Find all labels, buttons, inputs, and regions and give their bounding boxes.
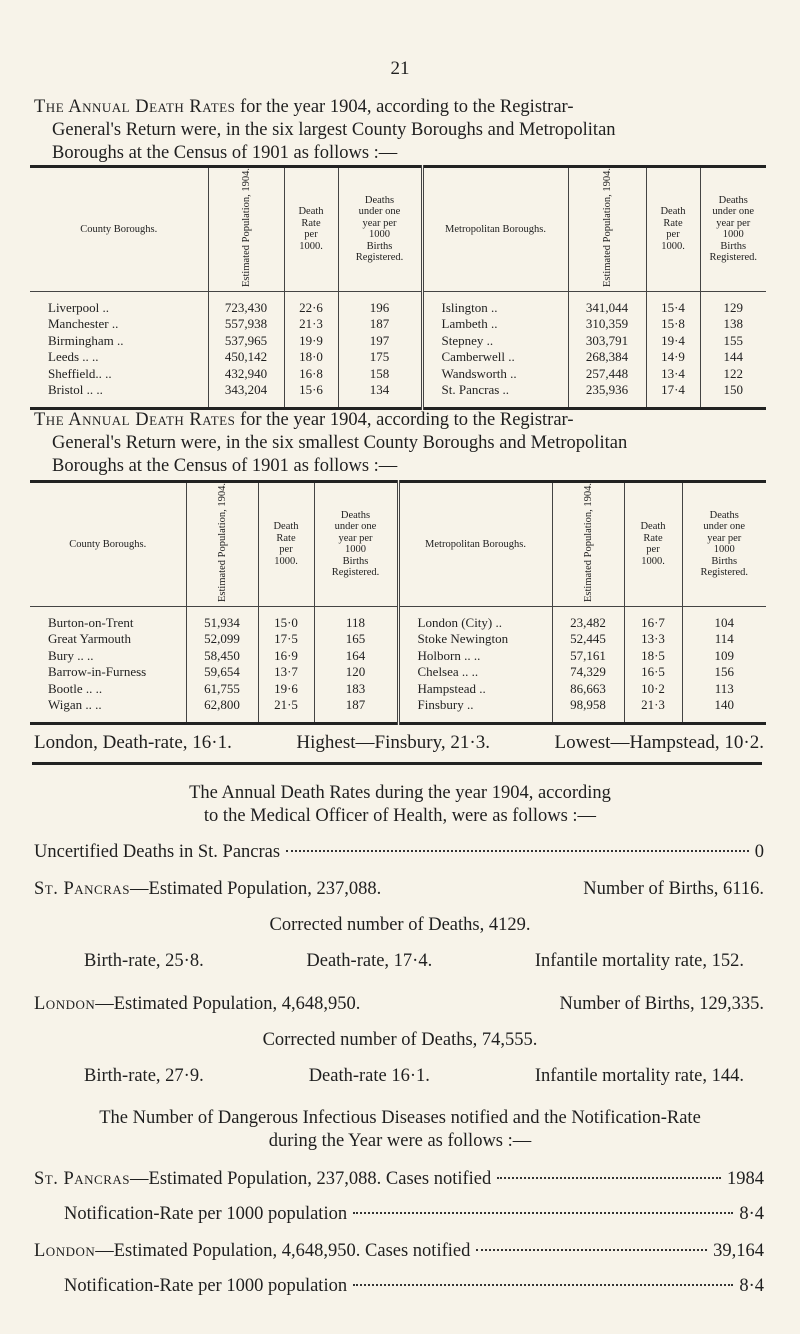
ld-rate-row (64, 1275, 764, 1298)
county-rate: 16·9 (258, 648, 314, 665)
ld-text: —Estimated Population, 4,648,950. Cases notified (95, 1241, 471, 1261)
ld-rate: 8·4 (739, 1276, 764, 1296)
county-rate: 22·6 (284, 300, 338, 317)
sp-cases: 1984 (727, 1169, 764, 1189)
table-largest-body (30, 291, 766, 408)
metro-pop: 257,448 (568, 366, 646, 383)
metro-pop: 341,044 (568, 300, 646, 317)
summary-rule (32, 762, 762, 765)
metro-rate: 10·2 (624, 681, 682, 698)
london-birth-rate: Birth-rate, 27·9. (84, 1066, 204, 1086)
sp-text: —Estimated Population, 237,088. Cases notified (130, 1169, 492, 1189)
county-infant: 187 (338, 316, 422, 333)
metro-infant: 104 (682, 615, 766, 632)
sp-rate-label: Notification-Rate per 1000 population (64, 1204, 348, 1224)
metro-pop: 268,384 (568, 349, 646, 366)
st-pancras-infantile: Infantile mortality rate, 152. (534, 951, 744, 971)
intro-largest-line3: Boroughs at the Census of 1901 as follows :— (52, 143, 398, 163)
metro-pop: 74,329 (552, 664, 624, 681)
intro-largest-line2: General's Return were, in the six largest County Boroughs and Metropolitan (52, 120, 616, 140)
county-infant: 158 (338, 366, 422, 383)
table-row (30, 648, 766, 665)
county-infant: 187 (314, 697, 398, 714)
county-pop: 450,142 (208, 349, 284, 366)
table-row (30, 366, 766, 383)
metro-infant: 122 (700, 366, 766, 383)
table-row (30, 316, 766, 333)
metro-name: Hampstead .. (398, 681, 552, 698)
metro-infant: 155 (700, 333, 766, 350)
uncertified-value: 0 (754, 842, 764, 862)
county-name: Birmingham .. (48, 332, 124, 348)
county-name: Liverpool .. (48, 299, 110, 315)
county-name: Bury .. .. (48, 647, 94, 663)
county-name: Burton-on-Trent (48, 614, 134, 630)
intro-smallest-line1: for the year 1904, according to the Registrar- (235, 410, 574, 430)
st-pancras-deaths: Corrected number of Deaths, 4129. (269, 915, 531, 935)
london-rates (84, 1065, 744, 1088)
header-pop: Estimated Population, 1904. (568, 167, 646, 292)
london-highest: Highest—Finsbury, 21·3. (296, 732, 490, 753)
metro-pop: 86,663 (552, 681, 624, 698)
table-row (30, 349, 766, 366)
sp-label: St. Pancras (34, 1169, 131, 1189)
leader-dots (476, 1249, 707, 1251)
leader-dots (497, 1177, 721, 1179)
metro-rate: 15·8 (646, 316, 700, 333)
leader-dots (353, 1212, 733, 1214)
header-county: County Boroughs. (30, 482, 186, 607)
header-pop: Estimated Population, 1904. (208, 167, 284, 292)
london-death-rate: London, Death-rate, 16·1. (34, 732, 232, 753)
metro-name: London (City) .. (398, 615, 552, 632)
london-births: Number of Births, 129,335. (559, 994, 764, 1014)
county-name: Great Yarmouth (48, 631, 132, 646)
leader-dots (286, 850, 749, 852)
header-pop: Estimated Population, 1904. (552, 482, 624, 607)
header-county: County Boroughs. (30, 167, 208, 292)
county-pop: 61,755 (186, 681, 258, 698)
sp-cases-row (34, 1168, 764, 1191)
county-pop: 343,204 (208, 382, 284, 399)
ld-rate-label: Notification-Rate per 1000 population (64, 1276, 348, 1296)
table-row (30, 664, 766, 681)
metro-name: Chelsea .. .. (398, 664, 552, 681)
intro-largest-lead: The Annual Death Rates (34, 97, 236, 117)
london-summary (34, 731, 764, 754)
county-rate: 15·0 (258, 615, 314, 632)
county-name: Bootle .. .. (48, 680, 103, 696)
header-infant: Deaths under one year per 1000 Births Registered. (314, 482, 398, 607)
header-rate: Death Rate per 1000. (258, 482, 314, 607)
header-metro: Metropolitan Boroughs. (422, 167, 568, 292)
london-pop: —Estimated Population, 4,648,950. (95, 994, 361, 1014)
metro-name: Islington .. (422, 300, 568, 317)
metro-rate: 16·7 (624, 615, 682, 632)
county-infant: 118 (314, 615, 398, 632)
intro-smallest-line2: General's Return were, in the six smallest County Boroughs and Metropolitan (52, 433, 628, 453)
infectious-line2: during the Year were as follows :— (268, 1131, 532, 1151)
metro-name: Wandsworth .. (422, 366, 568, 383)
table-row (30, 681, 766, 698)
table-smallest-body (30, 606, 766, 723)
moh-line2: to the Medical Officer of Health, were as follows :— (203, 806, 597, 826)
metro-rate: 15·4 (646, 300, 700, 317)
metro-pop: 98,958 (552, 697, 624, 714)
moh-line1: The Annual Death Rates during the year 1904, according (189, 783, 611, 803)
metro-pop: 57,161 (552, 648, 624, 665)
metro-rate: 17·4 (646, 382, 700, 399)
county-pop: 723,430 (208, 300, 284, 317)
county-pop: 51,934 (186, 615, 258, 632)
london-infantile: Infantile mortality rate, 144. (534, 1066, 744, 1086)
county-rate: 13·7 (258, 664, 314, 681)
county-infant: 120 (314, 664, 398, 681)
county-pop: 52,099 (186, 631, 258, 648)
intro-largest-line1: for the year 1904, according to the Registrar- (235, 97, 574, 117)
county-rate: 19·6 (258, 681, 314, 698)
page-number: 21 (390, 58, 410, 79)
county-infant: 134 (338, 382, 422, 399)
metro-pop: 310,359 (568, 316, 646, 333)
london-row1 (34, 993, 764, 1016)
table-row (30, 631, 766, 648)
metro-name: St. Pancras .. (422, 382, 568, 399)
ld-label: London (34, 1241, 96, 1261)
county-infant: 175 (338, 349, 422, 366)
metro-infant: 129 (700, 300, 766, 317)
county-infant: 164 (314, 648, 398, 665)
intro-smallest-line3: Boroughs at the Census of 1901 as follows :— (52, 456, 398, 476)
uncertified-row (34, 841, 764, 864)
header-rate: Death Rate per 1000. (646, 167, 700, 292)
metro-pop: 23,482 (552, 615, 624, 632)
table-row (30, 382, 766, 399)
metro-infant: 138 (700, 316, 766, 333)
county-infant: 196 (338, 300, 422, 317)
metro-rate: 18·5 (624, 648, 682, 665)
metro-name: Finsbury .. (398, 697, 552, 714)
metro-rate: 19·4 (646, 333, 700, 350)
county-pop: 537,965 (208, 333, 284, 350)
county-name: Sheffield.. .. (48, 365, 112, 381)
table-row (30, 333, 766, 350)
county-name: Bristol .. .. (48, 382, 103, 397)
county-pop: 58,450 (186, 648, 258, 665)
metro-infant: 113 (682, 681, 766, 698)
st-pancras-pop: —Estimated Population, 237,088. (130, 879, 382, 899)
county-name: Manchester .. (48, 316, 119, 331)
metro-name: Camberwell .. (422, 349, 568, 366)
ld-cases: 39,164 (713, 1241, 764, 1261)
county-rate: 21·3 (284, 316, 338, 333)
metro-rate: 16·5 (624, 664, 682, 681)
metro-infant: 109 (682, 648, 766, 665)
metro-pop: 235,936 (568, 382, 646, 399)
leader-dots (353, 1284, 733, 1286)
metro-rate: 21·3 (624, 697, 682, 714)
sp-rate: 8·4 (739, 1204, 764, 1224)
metro-infant: 140 (682, 697, 766, 714)
table-largest (30, 165, 766, 410)
metro-infant: 156 (682, 664, 766, 681)
table-smallest (30, 480, 766, 725)
metro-rate: 13·3 (624, 631, 682, 648)
county-pop: 432,940 (208, 366, 284, 383)
county-pop: 557,938 (208, 316, 284, 333)
county-infant: 165 (314, 631, 398, 648)
st-pancras-label: St. Pancras (34, 879, 131, 899)
county-pop: 59,654 (186, 664, 258, 681)
county-name: Leeds .. .. (48, 349, 99, 364)
county-rate: 17·5 (258, 631, 314, 648)
header-infant: Deaths under one year per 1000 Births Registered. (682, 482, 766, 607)
london-label: London (34, 994, 96, 1014)
metro-pop: 52,445 (552, 631, 624, 648)
table-row (30, 300, 766, 317)
county-infant: 183 (314, 681, 398, 698)
county-rate: 15·6 (284, 382, 338, 399)
intro-largest (34, 96, 764, 165)
sp-rate-row (64, 1203, 764, 1226)
metro-name: Stepney .. (422, 333, 568, 350)
county-rate: 21·5 (258, 697, 314, 714)
header-infant: Deaths under one year per 1000 Births Registered. (338, 167, 422, 292)
county-name: Barrow-in-Furness (48, 664, 147, 679)
table-row (30, 697, 766, 714)
county-pop: 62,800 (186, 697, 258, 714)
metro-name: Holborn .. .. (398, 648, 552, 665)
infectious-line1: The Number of Dangerous Infectious Diseases notified and the Notification-Rate (99, 1108, 701, 1128)
metro-name: Stoke Newington (398, 631, 552, 648)
header-rate: Death Rate per 1000. (624, 482, 682, 607)
intro-smallest-lead: The Annual Death Rates (34, 410, 236, 430)
county-rate: 19·9 (284, 333, 338, 350)
london-death-rate-2: Death-rate 16·1. (308, 1066, 430, 1086)
metro-infant: 150 (700, 382, 766, 399)
table-row (30, 615, 766, 632)
london-lowest: Lowest—Hampstead, 10·2. (554, 732, 764, 753)
metro-pop: 303,791 (568, 333, 646, 350)
county-infant: 197 (338, 333, 422, 350)
st-pancras-birth-rate: Birth-rate, 25·8. (84, 951, 204, 971)
county-name: Wigan .. .. (48, 697, 102, 712)
county-rate: 16·8 (284, 366, 338, 383)
st-pancras-births: Number of Births, 6116. (583, 879, 764, 899)
london-deaths: Corrected number of Deaths, 74,555. (262, 1030, 538, 1050)
uncertified-label: Uncertified Deaths in St. Pancras (34, 842, 281, 862)
intro-smallest (34, 409, 764, 478)
metro-infant: 114 (682, 631, 766, 648)
metro-name: Lambeth .. (422, 316, 568, 333)
county-rate: 18·0 (284, 349, 338, 366)
header-metro: Metropolitan Boroughs. (398, 482, 552, 607)
st-pancras-death-rate: Death-rate, 17·4. (306, 951, 433, 971)
header-rate: Death Rate per 1000. (284, 167, 338, 292)
metro-rate: 14·9 (646, 349, 700, 366)
st-pancras-rates (84, 950, 744, 973)
header-pop: Estimated Population, 1904. (186, 482, 258, 607)
metro-infant: 144 (700, 349, 766, 366)
metro-rate: 13·4 (646, 366, 700, 383)
ld-cases-row (34, 1240, 764, 1263)
st-pancras-row1 (34, 878, 764, 901)
header-infant: Deaths under one year per 1000 Births Registered. (700, 167, 766, 292)
